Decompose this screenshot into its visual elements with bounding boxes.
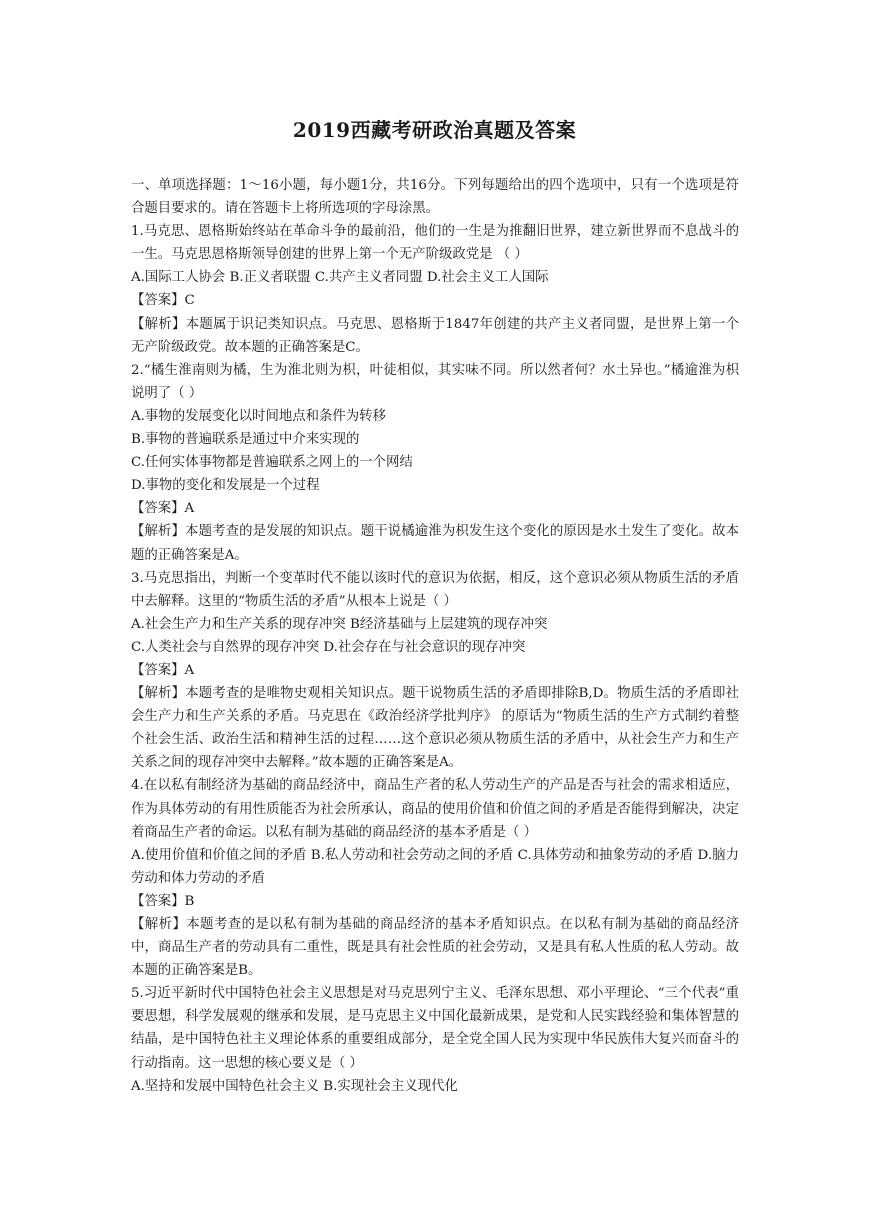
question-option: C.任何实体事物都是普遍联系之网上的一个网结	[131, 455, 413, 471]
section-heading: 一、单项选择题：1～16小题，每小题1分，共16分。下列每题给出的四个选项中，只有一个选项是符合题目要求的。请在答题卡上将所选项的字母涂黑。	[131, 178, 739, 217]
question-option: A.事物的发展变化以时间地点和条件为转移	[131, 408, 386, 424]
question-stem: 4.在以私有制经济为基础的商品经济中，商品生产者的私人劳动生产的产品是否与社会的需求相适应，作为具体劳动的有用性质能否为社会所承认，商品的使用价值和价值之间的矛盾是否能得到解决，决定着商品生产者的命运。以私有制为基础的商品经济的基本矛盾是（ ）	[131, 778, 739, 840]
question-stem: 5.习近平新时代中国特色社会主义思想是对马克思列宁主义、毛泽东思想、邓小平理论、“三个代表”重要思想，科学发展观的继承和发展，是马克思主义中国化最新成果，是党和人民实践经验和集体智慧的结晶，是中国特色社主义理论体系的重要组成部分，是全党全国人民为实现中华民族伟大复兴而奋斗的行动指南。这一思想的核心要义是（ ）	[131, 986, 739, 1071]
question-stem: 3.马克思指出，判断一个变革时代不能以该时代的意识为依据，相反，这个意识必须从物质生活的矛盾中去解释。这里的“物质生活的矛盾”从根本上说是（ ）	[131, 570, 739, 609]
question-option: B.事物的普遍联系是通过中介来实现的	[131, 432, 360, 448]
question-option: D.事物的变化和发展是一个过程	[131, 478, 320, 494]
explanation: 【解析】本题考查的是以私有制为基础的商品经济的基本矛盾知识点。在以私有制为基础的商品经济中，商品生产者的劳动具有二重性，既是具有社会性质的社会劳动，又是具有私人性质的私人劳动。故本题的正确答案是B。	[131, 917, 739, 979]
explanation: 【解析】本题属于识记类知识点。马克思、恩格斯于1847年创建的共产主义者同盟，是世界上第一个无产阶级政党。故本题的正确答案是C。	[131, 316, 739, 355]
question-stem: 1.马克思、恩格斯始终站在革命斗争的最前沿，他们的一生是为推翻旧世界，建立新世界而不息战斗的一生。马克思恩格斯领导创建的世界上第一个无产阶级政党是 （ ）	[131, 224, 739, 263]
document-title: 2019西藏考研政治真题及答案	[292, 118, 577, 142]
question-options: C.人类社会与自然界的现存冲突 D.社会存在与社会意识的现存冲突	[131, 639, 526, 655]
question-options: A.坚持和发展中国特色社会主义 B.实现社会主义现代化	[131, 1078, 458, 1094]
question-options: A.使用价值和价值之间的矛盾 B.私人劳动和社会劳动之间的矛盾 C.具体劳动和抽象劳动的矛盾 D.脑力劳动和体力劳动的矛盾	[131, 847, 739, 886]
question-options: A.社会生产力和生产关系的现存冲突 B经济基础与上层建筑的现存冲突	[131, 616, 548, 632]
answer-line: 【答案】A	[131, 662, 195, 678]
answer-line: 【答案】C	[131, 293, 195, 309]
question-stem: 2.“橘生淮南则为橘，生为淮北则为枳，叶徒相似，其实味不同。所以然者何？水土异也。”橘逾淮为枳说明了（ ）	[131, 362, 739, 401]
answer-line: 【答案】B	[131, 893, 195, 909]
answer-line: 【答案】A	[131, 501, 195, 517]
explanation: 【解析】本题考查的是唯物史观相关知识点。题干说物质生活的矛盾即排除B,D。物质生活的矛盾即社会生产力和生产关系的矛盾。马克思在《政治经济学批判序》 的原话为“物质生活的生产方式制约着整个社会生活、政治生活和精神生活的过程……这个意识必须从物质生活的矛盾中，从社会生产力和生产关系之间的现存冲突中去解释。”故本题的正确答案是A。	[131, 686, 739, 771]
document-body	[131, 174, 739, 1098]
question-options: A.国际工人协会 B.正义者联盟 C.共产主义者同盟 D.社会主义工人国际	[131, 270, 549, 286]
explanation: 【解析】本题考查的是发展的知识点。题干说橘逾淮为枳发生这个变化的原因是水土发生了变化。故本题的正确答案是A。	[131, 524, 739, 563]
